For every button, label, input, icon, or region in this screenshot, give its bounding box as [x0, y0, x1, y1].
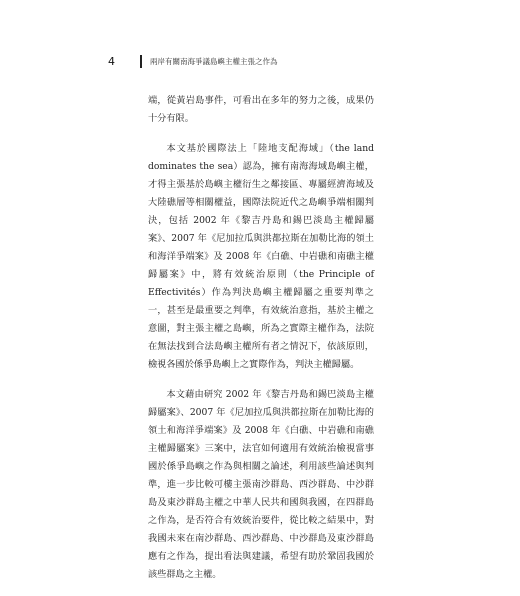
running-title: 兩岸有關南海爭議島嶼主權主張之作為 — [150, 56, 278, 66]
paragraph-continuation: 端，從黃岩島事件，可看出在多年的努力之後，成果仍十分有限。 — [148, 95, 374, 124]
header-rule — [140, 55, 142, 68]
paragraph-land-dominates-sea: 本文基於國際法上「陸地支配海域」（the land dominates the sea）認為，擁有南海海域島嶼主權，才得主張基於島嶼主權衍生之鄰接區、專屬經濟海域及大陸礁層等相關權益，國際法院近代之島嶼爭端相關判決，包括 2002 年《黎吉丹島和錫巴淡島主權歸屬案》、2007 年《尼加拉瓜與洪都拉斯在加勒比海的領土和海洋爭端案》及 2008 年《白礁、中岩礁和南礁主權歸屬案》中，將有效統治原則（the Principle of Effectivités）作為判決島嶼主權歸屬之重要判準之一，甚至是最重要之判準，有效統治意指，基於主權之意圖，對主張主權之島嶼，所為之實際主權作為，法院在無法找到合法島嶼主權所有者之情況下，依該原則，檢視各國於係爭島嶼上之實際作為，判決主權歸屬。 — [148, 143, 374, 370]
running-header — [108, 53, 460, 69]
page-number: 4 — [108, 54, 115, 68]
body-text — [148, 92, 374, 596]
paragraph-research-scope: 本文藉由研究 2002 年《黎吉丹島和錫巴淡島主權歸屬案》、2007 年《尼加拉瓜與洪都拉斯在加勒比海的領土和海洋爭端案》及 2008 年《白礁、中岩礁和南礁主權歸屬案》三案中，法官如何適用有效統治檢視當事國於係爭島嶼之作為與相關之論述，利用該些論述與判準，進一步比較可樓主張南沙群島、西沙群島、中沙群島及東沙群島主權之中華人民共和國與我國，在四群島之作為，是否符合有效統治要件，從比較之結果中，對我國未來在南沙群島、西沙群島、中沙群島及東沙群島應有之作為，提出看法與建議，希望有助於鞏固我國於該些群島之主權。 — [148, 389, 374, 580]
